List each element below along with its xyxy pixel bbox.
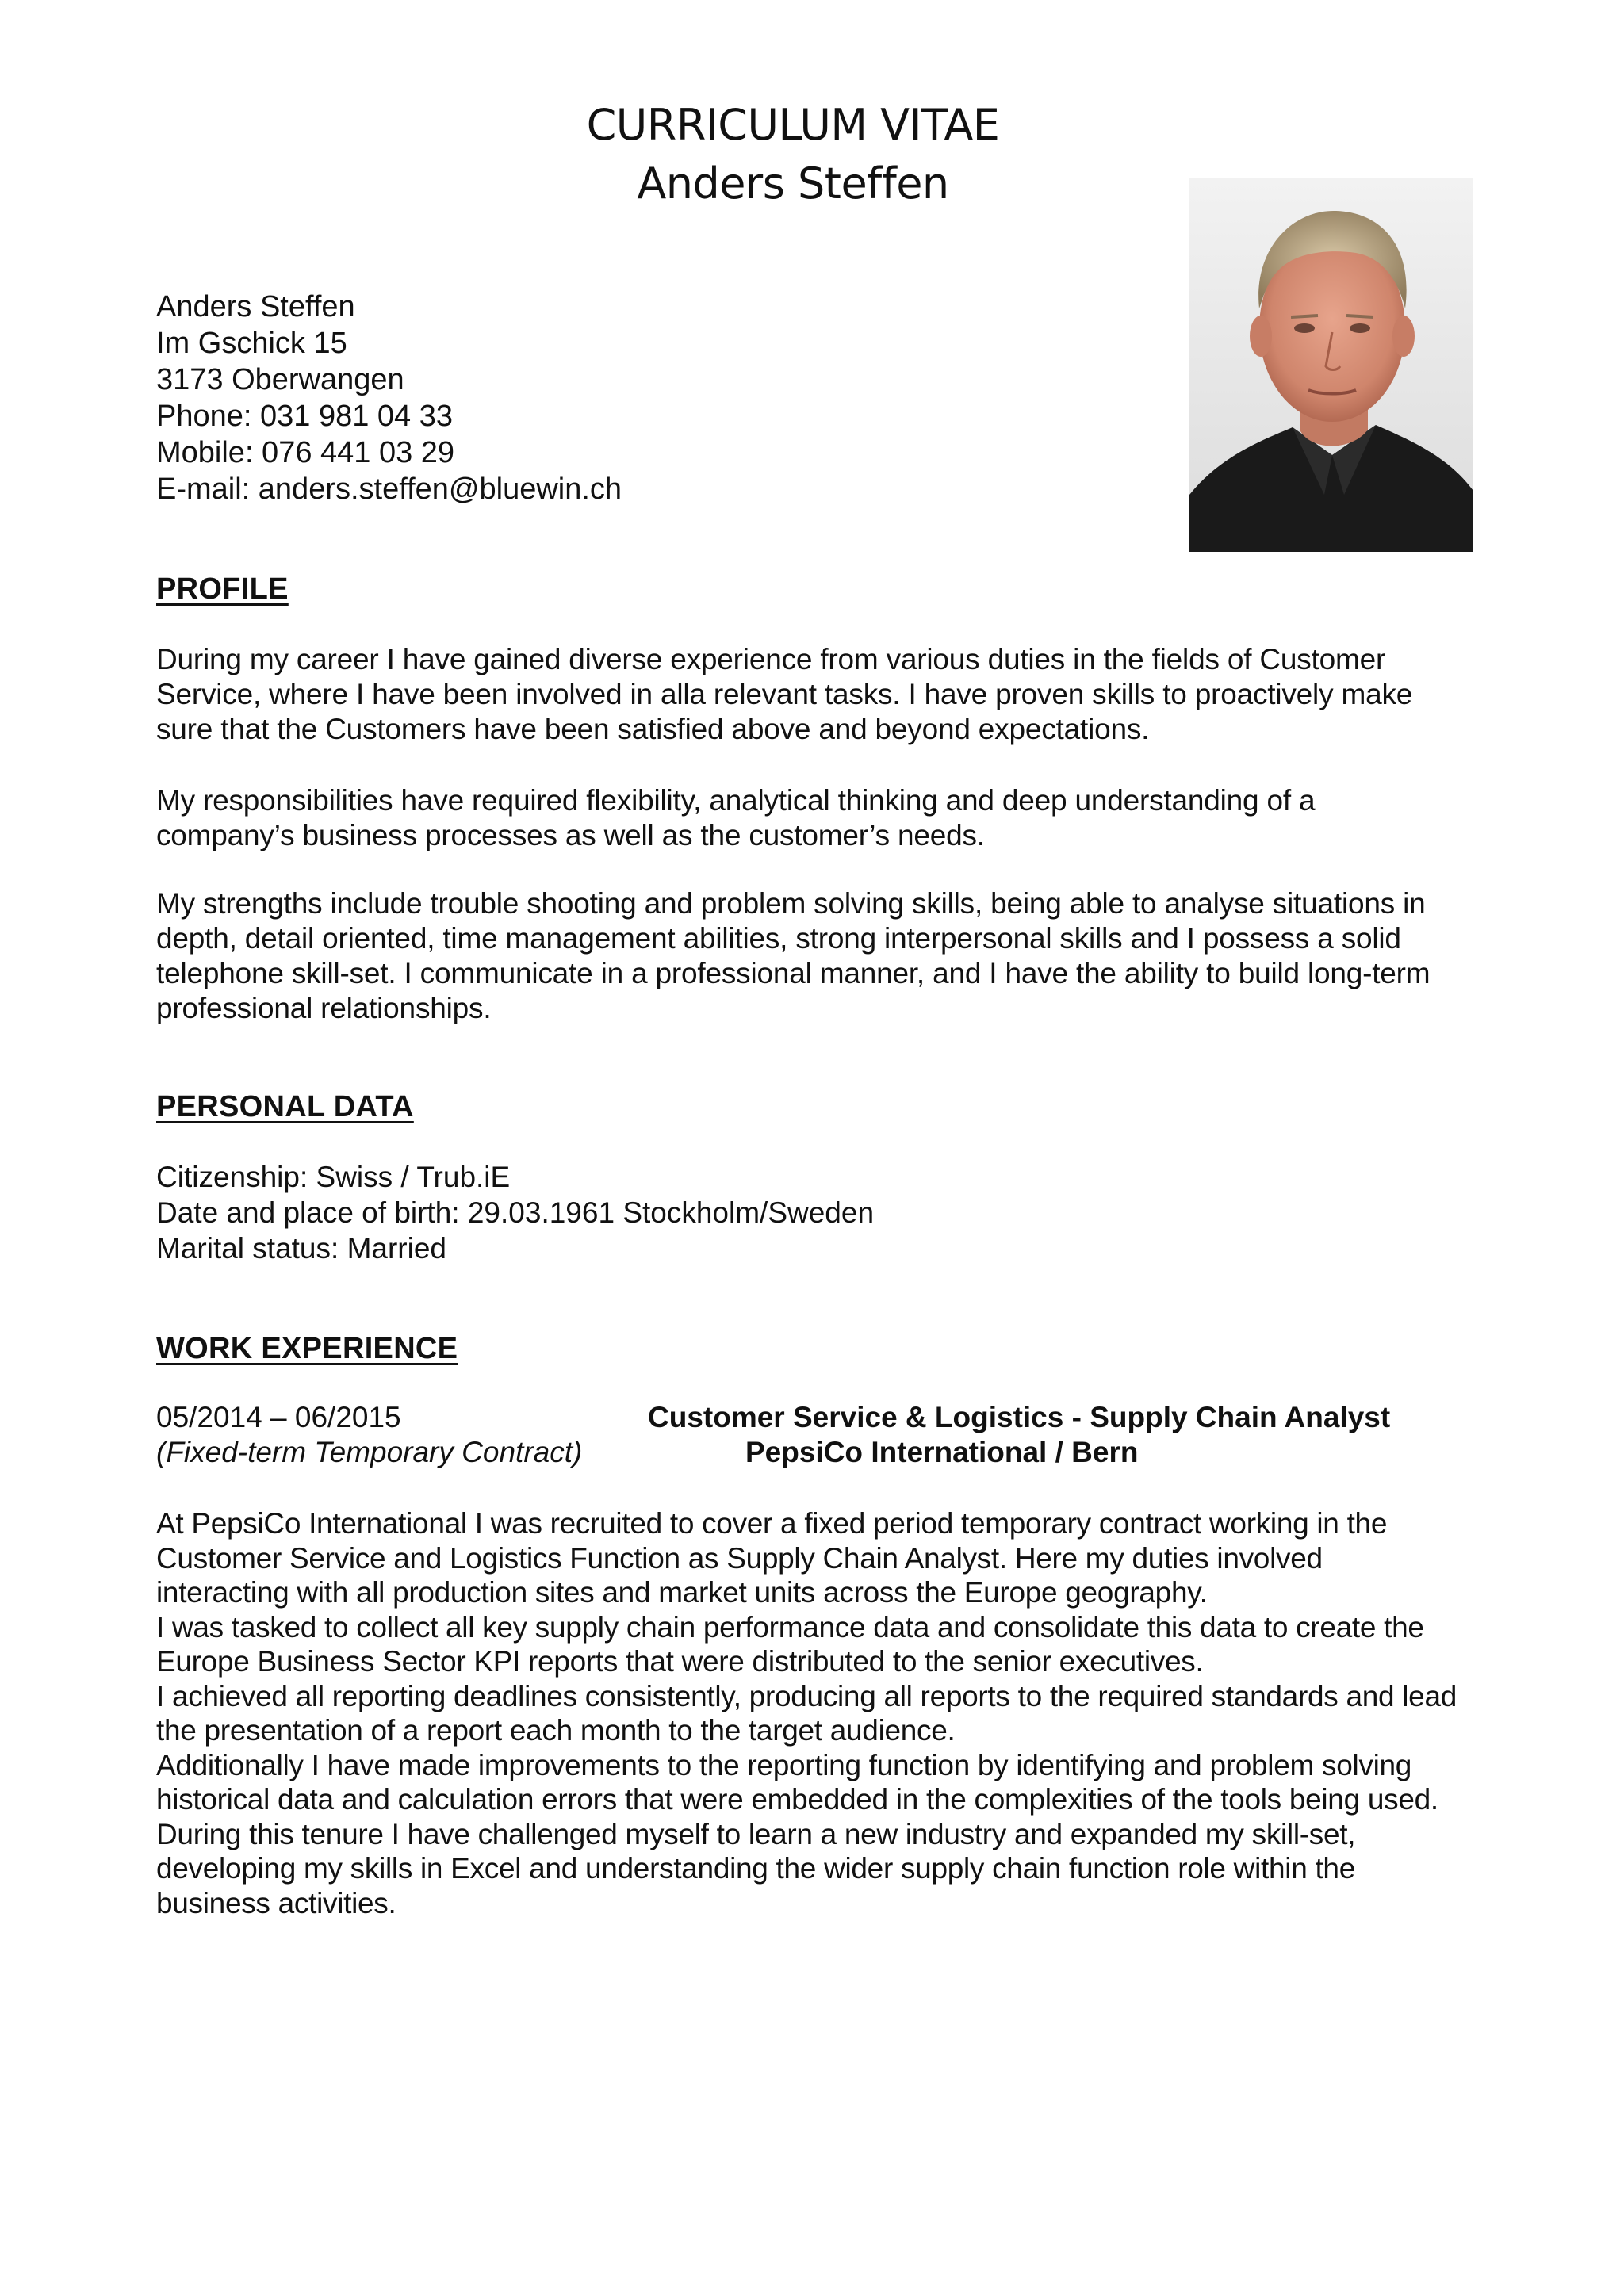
job-description-2: I was tasked to collect all key supply chain performance data and consolidate this data to create the Europe Business Sector KPI reports that were distributed to the senior executives. bbox=[156, 1610, 1424, 1678]
profile-text-1: During my career I have gained diverse experience from various duties in the fields of Customer Service, where I have been involved in alla relevant tasks. I have proven skills to proactively make sure that the Customers have been satisfied above and beyond expectations. bbox=[156, 643, 1413, 745]
profile-paragraph-2 bbox=[156, 783, 1457, 853]
profile-paragraph-1 bbox=[156, 642, 1457, 747]
portrait-photo bbox=[1189, 178, 1473, 552]
document-title: CURRICULUM VITAE bbox=[586, 100, 1000, 150]
citizenship: Citizenship: Swiss / Trub.iE bbox=[156, 1161, 511, 1193]
job-description-1: At PepsiCo International I was recruited to cover a fixed period temporary contract working in the Customer Service and Logistics Function as Supply Chain Analyst. Here my duties involved interacting with all production sites and market units across the Europe geography. bbox=[156, 1507, 1388, 1609]
birth-info: Date and place of birth: 29.03.1961 Stockholm/Sweden bbox=[156, 1196, 875, 1229]
profile-text-2: My responsibilities have required flexibility, analytical thinking and deep understanding of a company’s business processes as well as the customer’s needs. bbox=[156, 784, 1316, 851]
document-name: Anders Steffen bbox=[637, 159, 949, 209]
contact-name: Anders Steffen bbox=[156, 290, 355, 323]
contact-block bbox=[156, 289, 622, 507]
contact-email: E-mail: anders.steffen@bluewin.ch bbox=[156, 473, 622, 506]
profile-text-3: My strengths include trouble shooting and problem solving skills, being able to analyse situations in depth, detail oriented, time management abilities, strong interpersonal skills and I possess a solid telephone skill-set. I communicate in a professional manner, and I have the ability to build long-term professional relationships. bbox=[156, 887, 1431, 1024]
job-dates: 05/2014 – 06/2015 bbox=[156, 1401, 401, 1433]
job-description-4: Additionally I have made improvements to the reporting function by identifying and problem solving historical data and calculation errors that were embedded in the complexities of the tools being used. During this tenure I have challenged myself to learn a new industry and expanded my skill-set, developing my skills in Excel and understanding the wider supply chain function role within the business activities. bbox=[156, 1748, 1438, 1919]
contact-phone: Phone: 031 981 04 33 bbox=[156, 400, 454, 433]
profile-heading: PROFILE bbox=[156, 572, 289, 606]
contact-street: Im Gschick 15 bbox=[156, 327, 347, 360]
personal-data-heading: PERSONAL DATA bbox=[156, 1090, 414, 1123]
marital-status: Marital status: Married bbox=[156, 1232, 446, 1265]
job-title: Customer Service & Logistics - Supply Chain Analyst bbox=[648, 1401, 1391, 1433]
job-contract: (Fixed-term Temporary Contract) bbox=[156, 1436, 583, 1468]
portrait-photo-icon bbox=[1189, 178, 1473, 552]
personal-data-block bbox=[156, 1159, 874, 1266]
job-description-3: I achieved all reporting deadlines consistently, producing all reports to the required standards and lead the presentation of a report each month to the target audience. bbox=[156, 1679, 1457, 1747]
contact-city: 3173 Oberwangen bbox=[156, 363, 404, 396]
job-description bbox=[156, 1506, 1457, 1920]
work-experience-heading: WORK EXPERIENCE bbox=[156, 1332, 458, 1365]
job-company: PepsiCo International / Bern bbox=[745, 1436, 1139, 1468]
profile-paragraph-3 bbox=[156, 886, 1457, 1026]
contact-mobile: Mobile: 076 441 03 29 bbox=[156, 436, 455, 469]
